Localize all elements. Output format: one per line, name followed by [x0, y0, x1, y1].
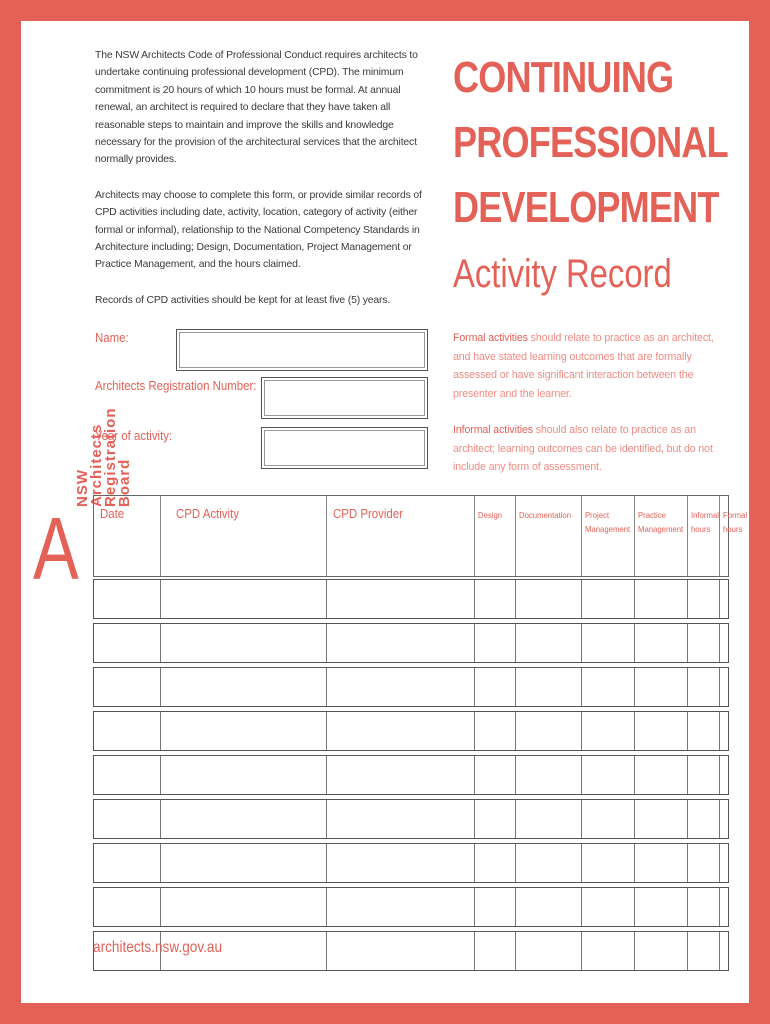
cell-project-management[interactable]: [581, 888, 634, 926]
cell-design[interactable]: [474, 756, 515, 794]
cell-documentation[interactable]: [515, 712, 581, 750]
informal-note: [453, 421, 731, 477]
cell-cpd-provider[interactable]: [326, 712, 474, 750]
cell-practice-management[interactable]: [634, 756, 687, 794]
table-row: [93, 887, 729, 927]
cell-project-management[interactable]: [581, 844, 634, 882]
cell-cpd-provider[interactable]: [326, 624, 474, 662]
registration-number-field[interactable]: [261, 377, 428, 419]
cell-date[interactable]: [94, 668, 160, 706]
year-of-activity-field[interactable]: [261, 427, 428, 469]
intro-paragraph-3: Records of CPD activities should be kept for at least five (5) years.: [95, 294, 391, 306]
logo-line-2: Architects: [88, 423, 105, 507]
cell-formal-hours[interactable]: [719, 756, 751, 794]
cell-documentation[interactable]: [515, 844, 581, 882]
cell-date[interactable]: [94, 888, 160, 926]
cell-cpd-provider[interactable]: [326, 844, 474, 882]
cell-date[interactable]: [94, 712, 160, 750]
cell-project-management[interactable]: [581, 932, 634, 970]
website-url[interactable]: architects.nsw.gov.au: [93, 939, 223, 956]
table-row: [93, 799, 729, 839]
activity-table: [93, 495, 748, 971]
title-line-3: DEVELOPMENT: [453, 183, 719, 232]
table-body: [93, 579, 729, 971]
cell-cpd-activity[interactable]: [160, 800, 326, 838]
cell-design[interactable]: [474, 800, 515, 838]
cell-design[interactable]: [474, 712, 515, 750]
logo-line-3: Registration: [102, 407, 119, 507]
cell-practice-management[interactable]: [634, 932, 687, 970]
cell-informal-hours[interactable]: [687, 668, 719, 706]
cell-informal-hours[interactable]: [687, 624, 719, 662]
cell-practice-management[interactable]: [634, 800, 687, 838]
title-line-2: PROFESSIONAL: [453, 118, 728, 167]
table-row: [93, 755, 729, 795]
cell-documentation[interactable]: [515, 580, 581, 618]
cell-formal-hours[interactable]: [719, 624, 751, 662]
cell-cpd-provider[interactable]: [326, 888, 474, 926]
cell-documentation[interactable]: [515, 888, 581, 926]
header-documentation: Documentation: [515, 496, 581, 576]
cell-project-management[interactable]: [581, 668, 634, 706]
cell-cpd-activity[interactable]: [160, 844, 326, 882]
cell-project-management[interactable]: [581, 712, 634, 750]
cell-cpd-activity[interactable]: [160, 712, 326, 750]
cell-date[interactable]: [94, 756, 160, 794]
header-cpd-activity: CPD Activity: [160, 496, 326, 576]
cell-formal-hours[interactable]: [719, 668, 751, 706]
cell-cpd-activity[interactable]: [160, 668, 326, 706]
board-logo-text: [75, 407, 131, 507]
cell-date[interactable]: [94, 844, 160, 882]
cell-cpd-activity[interactable]: [160, 888, 326, 926]
table-header: [93, 495, 748, 577]
informal-text: should also relate to practice as an architect; learning outcomes can be identified, but do not include any form of assessment.: [453, 424, 713, 473]
cell-informal-hours[interactable]: [687, 756, 719, 794]
table-row: [93, 843, 729, 883]
cell-cpd-activity[interactable]: [160, 580, 326, 618]
header-formal-hours: Formal hours: [719, 496, 751, 576]
cell-design[interactable]: [474, 888, 515, 926]
header-date: Date: [100, 506, 125, 521]
cell-documentation[interactable]: [515, 624, 581, 662]
cell-design[interactable]: [474, 580, 515, 618]
cell-cpd-provider[interactable]: [326, 800, 474, 838]
cell-informal-hours[interactable]: [687, 712, 719, 750]
cell-documentation[interactable]: [515, 668, 581, 706]
cell-cpd-activity[interactable]: [160, 624, 326, 662]
cell-project-management[interactable]: [581, 580, 634, 618]
cell-date[interactable]: [94, 580, 160, 618]
cell-practice-management[interactable]: [634, 580, 687, 618]
title-line-1: CONTINUING: [453, 53, 674, 102]
document-title: [453, 45, 749, 302]
title-subtitle: Activity Record: [453, 252, 672, 296]
header-design: Design: [474, 496, 515, 576]
cell-informal-hours[interactable]: [687, 932, 719, 970]
intro-paragraph-2: Architects may choose to complete this form, or provide similar records of CPD activities including date, activity, location, category of activity (either formal or informal), relationship to the National Competency Standards in Architecture including; Design, Documentation, Project Management or Practice Management, and the hours claimed.: [95, 189, 422, 271]
cell-design[interactable]: [474, 844, 515, 882]
cell-formal-hours[interactable]: [719, 888, 751, 926]
table-row: [93, 711, 729, 751]
cell-documentation[interactable]: [515, 756, 581, 794]
informal-term: Informal activities: [453, 424, 533, 436]
cell-date[interactable]: [94, 800, 160, 838]
cell-documentation[interactable]: [515, 932, 581, 970]
cell-formal-hours[interactable]: [719, 712, 751, 750]
cell-cpd-provider[interactable]: [326, 668, 474, 706]
header-informal-hours: Informal hours: [687, 496, 719, 576]
cell-design[interactable]: [474, 668, 515, 706]
cell-informal-hours[interactable]: [687, 800, 719, 838]
year-of-activity-label: Year of activity:: [95, 428, 173, 443]
name-label: Name:: [95, 330, 129, 345]
cell-project-management[interactable]: [581, 756, 634, 794]
cell-cpd-provider[interactable]: [326, 756, 474, 794]
intro-paragraph-1: The NSW Architects Code of Professional Conduct requires architects to undertake continuing professional development (CPD). The minimum commitment is 20 hours of which 10 hours must be formal. At annual renewal, an architect is required to declare that they have taken all reasonable steps to maintain and improve the skills and knowledge necessary for the provision of the architectural services that the architect normally provides.: [95, 50, 418, 166]
cell-practice-management[interactable]: [634, 712, 687, 750]
cell-informal-hours[interactable]: [687, 888, 719, 926]
logo-line-1: NSW: [74, 469, 91, 507]
table-row: [93, 667, 729, 707]
header-project-management: Project Management: [581, 496, 634, 576]
cell-practice-management[interactable]: [634, 844, 687, 882]
intro-text: [95, 47, 435, 327]
board-logo-letter: A: [33, 499, 79, 598]
cell-practice-management[interactable]: [634, 624, 687, 662]
header-practice-management: Practice Management: [634, 496, 687, 576]
cell-formal-hours[interactable]: [719, 580, 751, 618]
cell-cpd-provider[interactable]: [326, 932, 474, 970]
cell-cpd-activity[interactable]: [160, 756, 326, 794]
header-cpd-provider: CPD Provider: [326, 496, 474, 576]
cell-documentation[interactable]: [515, 800, 581, 838]
cell-formal-hours[interactable]: [719, 932, 751, 970]
form-page: [21, 21, 749, 1003]
cell-practice-management[interactable]: [634, 668, 687, 706]
cell-project-management[interactable]: [581, 624, 634, 662]
cell-formal-hours[interactable]: [719, 800, 751, 838]
name-field[interactable]: [176, 329, 428, 371]
cell-design[interactable]: [474, 932, 515, 970]
table-row: [93, 623, 729, 663]
cell-date[interactable]: [94, 624, 160, 662]
cell-cpd-provider[interactable]: [326, 580, 474, 618]
cell-formal-hours[interactable]: [719, 844, 751, 882]
cell-practice-management[interactable]: [634, 888, 687, 926]
logo-line-4: Board: [116, 458, 133, 507]
cell-project-management[interactable]: [581, 800, 634, 838]
cell-informal-hours[interactable]: [687, 580, 719, 618]
formal-note: [453, 329, 731, 403]
activity-notes: [453, 329, 731, 495]
formal-text: should relate to practice as an architect, and have stated learning outcomes that are formally assessed or have significant interaction between the presenter and the learner.: [453, 332, 714, 400]
cell-informal-hours[interactable]: [687, 844, 719, 882]
table-row: [93, 579, 729, 619]
formal-term: Formal activities: [453, 332, 528, 344]
registration-number-label: Architects Registration Number:: [95, 378, 257, 393]
cell-design[interactable]: [474, 624, 515, 662]
